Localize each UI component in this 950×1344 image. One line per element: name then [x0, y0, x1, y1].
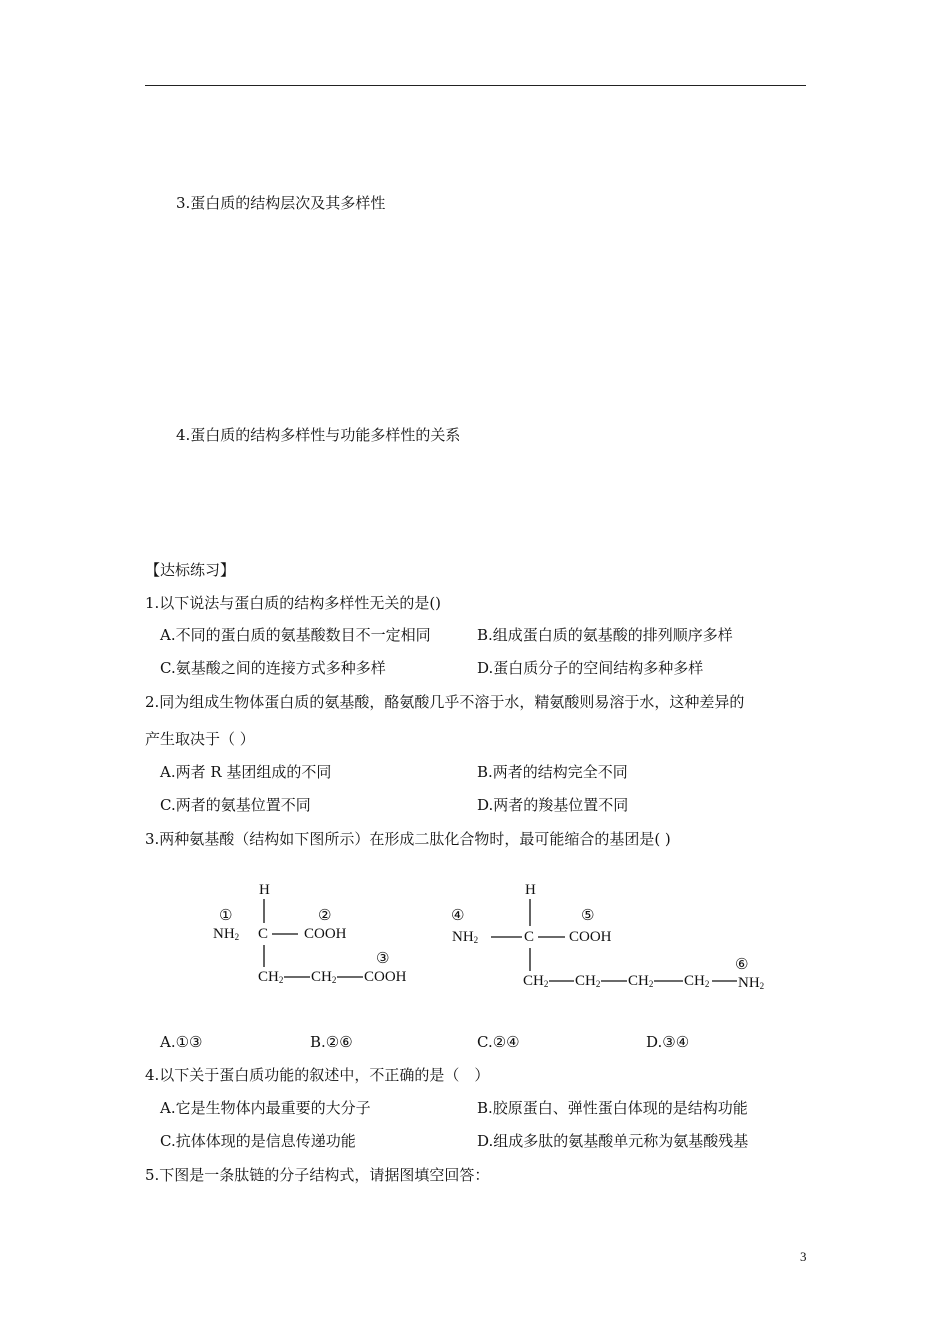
mol2-terminal-nh2: $NH_2$	[738, 975, 765, 991]
mol2-ch2-b: $CH_2$	[575, 973, 601, 989]
mol2-cooh: COOH	[569, 929, 612, 945]
mol2-marker-5: ⑤	[581, 906, 595, 924]
mol2-marker-6: ⑥	[735, 955, 749, 973]
mol1-cooh: COOH	[304, 926, 347, 942]
q3-option-a: A.①③	[160, 1033, 203, 1051]
mol1-ch2-b: $CH_2$	[311, 969, 337, 985]
q3-option-b: B.②⑥	[310, 1033, 353, 1051]
page-number: 3	[800, 1249, 807, 1264]
mol2-ch2-d: $CH_2$	[684, 973, 710, 989]
mol1-alpha-carbon: C	[258, 926, 269, 942]
practice-title: 【达标练习】	[145, 561, 236, 579]
q4-option-b: B.胶原蛋白、弹性蛋白体现的是结构功能	[477, 1099, 748, 1117]
mol2-marker-4: ④	[451, 906, 465, 924]
q1-stem: 1.以下说法与蛋白质的结构多样性无关的是()	[145, 594, 442, 612]
q2-stem-line1: 2.同为组成生物体蛋白质的氨基酸，酪氨酸几乎不溶于水，精氨酸则易溶于水，这种差异的	[145, 693, 745, 711]
mol1-nh2: $NH_2$	[213, 926, 240, 942]
q4-option-c: C.抗体体现的是信息传递功能	[160, 1132, 356, 1150]
mol2-h: H	[525, 882, 536, 898]
q4-stem: 4.以下关于蛋白质功能的叙述中，不正确的是（ ）	[145, 1066, 490, 1084]
mol1-marker-3: ③	[376, 949, 390, 967]
mol1-h: H	[259, 882, 270, 898]
q1-option-c: C.氨基酸之间的连接方式多种多样	[160, 659, 386, 677]
q2-option-c: C.两者的氨基位置不同	[160, 796, 311, 814]
q1-option-d: D.蛋白质分子的空间结构多种多样	[477, 659, 704, 677]
q4-option-a: A.它是生物体内最重要的大分子	[160, 1099, 371, 1117]
q4-option-d: D.组成多肽的氨基酸单元称为氨基酸残基	[477, 1132, 749, 1150]
q2-option-d: D.两者的羧基位置不同	[477, 796, 629, 814]
mol2-ch2-c: $CH_2$	[628, 973, 654, 989]
q3-option-d: D.③④	[646, 1033, 690, 1051]
q2-stem-line2: 产生取决于（ ）	[145, 730, 255, 748]
q3-stem: 3.两种氨基酸（结构如下图所示）在形成二肽化合物时，最可能缩合的基团是( )	[145, 830, 671, 848]
q5-stem: 5.下图是一条肽链的分子结构式，请据图填空回答：	[145, 1166, 490, 1184]
mol2-alpha-carbon: C	[524, 929, 535, 945]
mol2-ch2-a: $CH_2$	[523, 973, 549, 989]
q2-option-a: A.两者 R 基团组成的不同	[160, 763, 332, 781]
mol1-marker-2: ②	[318, 906, 332, 924]
q1-option-b: B.组成蛋白质的氨基酸的排列顺序多样	[477, 626, 733, 644]
mol1-side-cooh: COOH	[364, 969, 407, 985]
q2-option-b: B.两者的结构完全不同	[477, 763, 628, 781]
section-3-heading: 3.蛋白质的结构层次及其多样性	[176, 194, 386, 212]
q1-option-a: A.不同的蛋白质的氨基酸数目不一定相同	[160, 626, 431, 644]
mol1-ch2-a: $CH_2$	[258, 969, 284, 985]
mol1-marker-1: ①	[219, 906, 233, 924]
mol2-nh2: $NH_2$	[452, 929, 479, 945]
q3-option-c: C.②④	[477, 1033, 520, 1051]
section-4-heading: 4.蛋白质的结构多样性与功能多样性的关系	[176, 426, 461, 444]
